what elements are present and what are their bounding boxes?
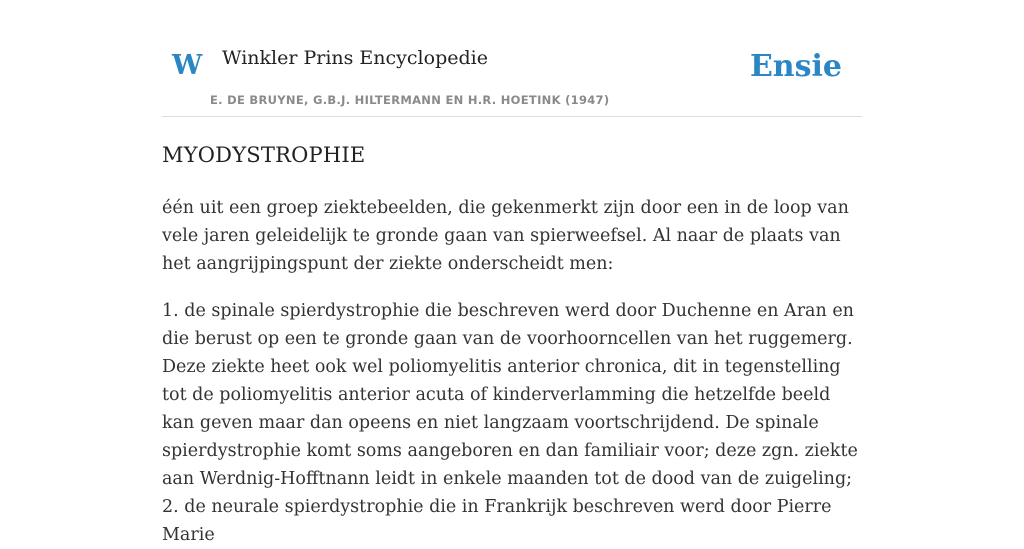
site-title[interactable]: Winkler Prins Encyclopedie bbox=[222, 47, 488, 69]
ensie-brand-link[interactable]: Ensie bbox=[749, 49, 842, 84]
entry-title: MYODYSTROPHIE bbox=[162, 143, 366, 167]
authors-line: E. DE BRUYNE, G.B.J. HILTERMANN EN H.R. HOETINK (1947) bbox=[210, 93, 610, 107]
site-header bbox=[162, 0, 862, 117]
winkler-prins-logo[interactable]: W bbox=[172, 50, 203, 81]
entry-paragraph-item-1: 1. de spinale spierdystrophie die beschreven werd door Duchenne en Aran en die berust op een te gronde gaan van de voorhoorncellen van het ruggemerg. Deze ziekte heet ook wel poliomyelitis anterior chronica, dit in tegenstelling tot de poliomyelitis anterior acuta of kinderverlamming die hetzelfde beeld kan geven maar dan opeens en niet langzaam voortschrijdend. De spinale spierdystrophie komt soms aangeboren en dan familiair voor; deze zgn. ziekte aan Werdnig-Hofftnann leidt in enkele maanden tot de dood van de zuigeling; bbox=[162, 301, 858, 490]
entry-paragraph-item-2: 2. de neurale spierdystrophie die in Frankrijk beschreven werd door Pierre Marie bbox=[162, 497, 832, 546]
entry-paragraph-intro: één uit een groep ziektebeelden, die gekenmerkt zijn door een in de loop van vele jaren geleidelijk te gronde gaan van spierweefsel. Al naar de plaats van het aangrijpingspunt der ziekte onderscheidt men: bbox=[162, 198, 849, 275]
entry-body bbox=[162, 194, 862, 549]
article-page bbox=[162, 0, 862, 549]
